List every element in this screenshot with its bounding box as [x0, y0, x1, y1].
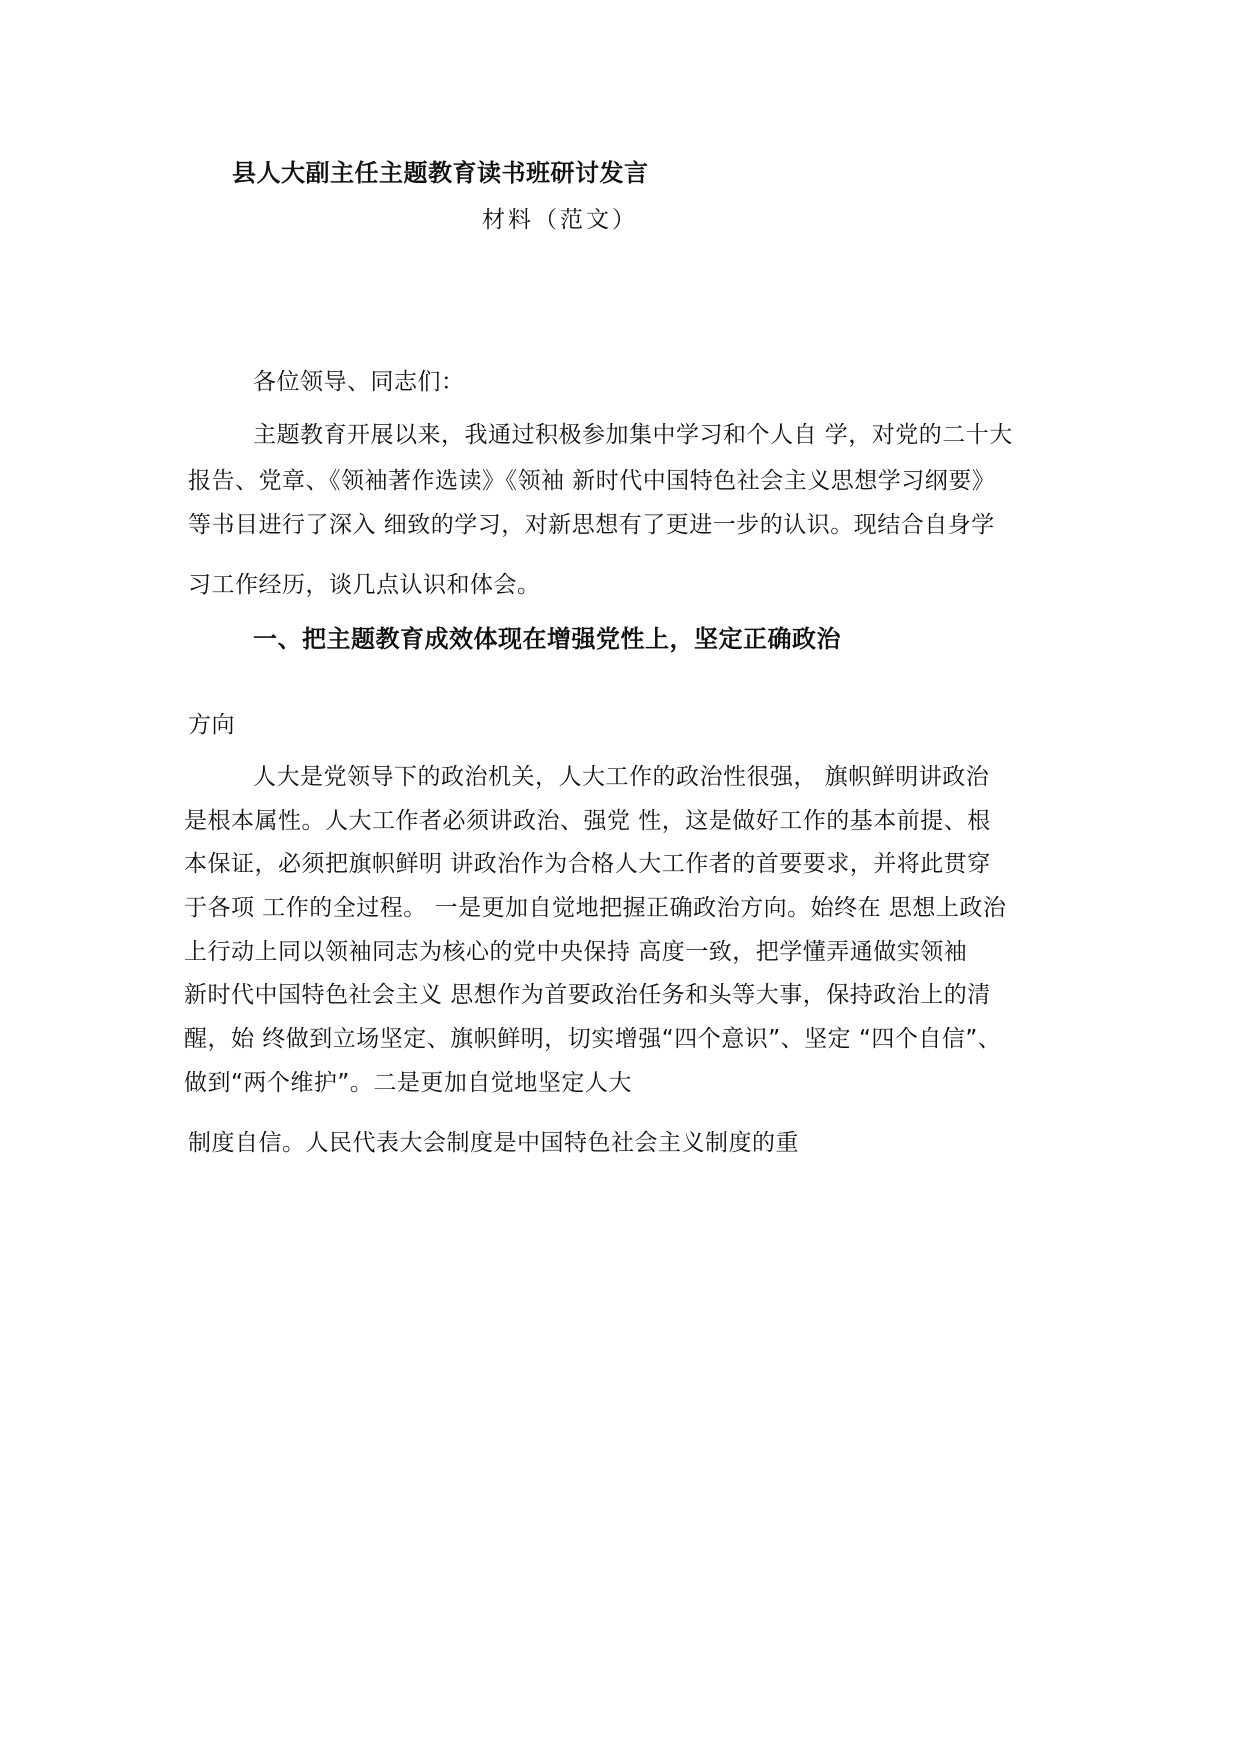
intro-line: 主题教育开展以来，我通过积极参加集中学习和个人自 学，对党的二十大 [253, 422, 1013, 448]
section-heading-continuation: 方向 [188, 712, 235, 738]
body-line: 上行动上同以领袖同志为核心的党中央保持 高度一致，把学懂弄通做实领袖 [184, 939, 968, 965]
body-line: 本保证，必须把旗帜鲜明 讲政治作为合格人大工作者的首要要求，并将此贯穿 [184, 851, 991, 877]
intro-line: 习工作经历，谈几点认识和体会。 [188, 572, 541, 598]
greeting: 各位领导、同志们： [253, 369, 465, 395]
body-line: 做到“两个维护”。二是更加自觉地坚定人大 [184, 1070, 632, 1096]
document-subtitle: 材料（范文） [482, 207, 638, 233]
intro-line: 等书目进行了深入 细致的学习，对新思想有了更进一步的认识。现结合自身学 [188, 512, 995, 538]
body-line: 人大是党领导下的政治机关，人大工作的政治性很强， 旗帜鲜明讲政治 [253, 764, 990, 790]
body-line: 是根本属性。人大工作者必须讲政治、强党 性，这是做好工作的基本前提、根 [184, 808, 991, 834]
document-title: 县人大副主任主题教育读书班研讨发言 [232, 159, 649, 187]
body-line: 新时代中国特色社会主义 思想作为首要政治任务和头等大事，保持政治上的清 [184, 982, 991, 1008]
section-heading: 一、把主题教育成效体现在增强党性上，坚定正确政治 [253, 625, 841, 653]
body-line: 醒，始 终做到立场坚定、旗帜鲜明，切实增强“四个意识”、坚定 “四个自信”、 [184, 1026, 1002, 1052]
body-line: 于各项 工作的全过程。 一是更加自觉地把握正确政治方向。始终在 思想上政治 [184, 895, 1007, 921]
intro-line: 报告、党章、《领袖著作选读》《领袖 新时代中国特色社会主义思想学习纲要》 [188, 468, 996, 494]
body-line: 制度自信。人民代表大会制度是中国特色社会主义制度的重 [188, 1130, 799, 1156]
